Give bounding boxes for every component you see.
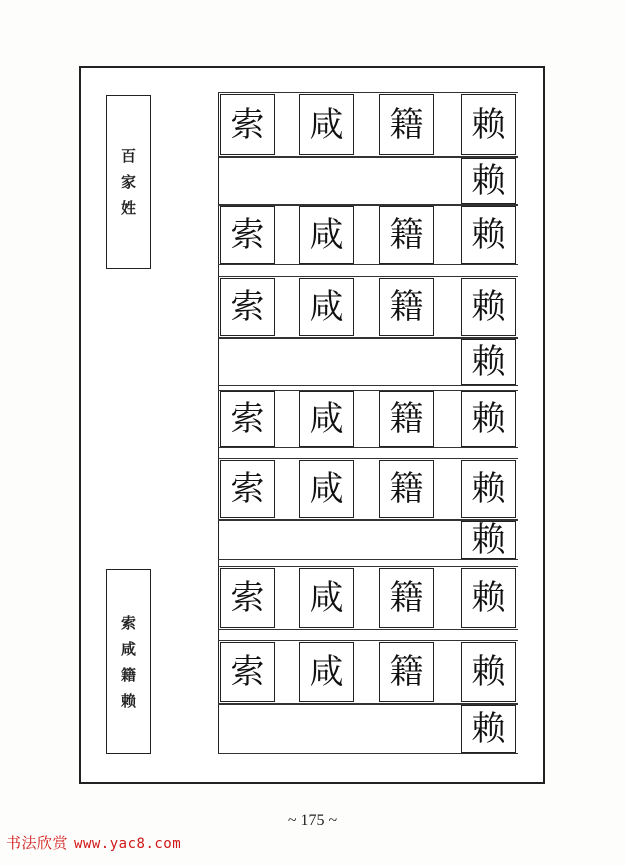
char-cell: 赖 (461, 460, 516, 518)
char-cell: 咸 (299, 206, 354, 264)
char-cell: 籍 (379, 391, 434, 447)
char-cell: 籍 (379, 278, 434, 336)
char-cell: 索 (220, 278, 275, 336)
char-cell: 籍 (379, 568, 434, 628)
char-cell: 籍 (379, 94, 434, 155)
side-label-char: 赖 (120, 691, 136, 710)
char-cell: 咸 (299, 642, 354, 702)
char-cell: 籍 (379, 642, 434, 702)
char-cell: 索 (220, 391, 275, 447)
char-cell: 赖 (461, 568, 516, 628)
watermark-url[interactable]: www.yac8.com (74, 836, 182, 852)
watermark-site-name: 书法欣赏 (6, 834, 69, 852)
char-cell: 索 (220, 460, 275, 518)
char-cell-variant: 赖 (461, 705, 516, 753)
char-cell: 索 (220, 642, 275, 702)
side-label-char: 咸 (120, 639, 136, 658)
char-cell: 赖 (461, 642, 516, 702)
char-cell: 赖 (461, 94, 516, 155)
char-cell-variant: 赖 (461, 339, 516, 385)
char-cell: 咸 (299, 568, 354, 628)
char-cell: 赖 (461, 278, 516, 336)
char-cell: 赖 (461, 206, 516, 264)
char-cell: 咸 (299, 94, 354, 155)
side-label-top (106, 95, 151, 269)
side-label-char: 姓 (120, 199, 136, 217)
char-cell: 籍 (379, 460, 434, 518)
page-number: ~ 175 ~ (287, 812, 338, 829)
char-cell: 索 (220, 94, 275, 155)
side-label-char: 索 (120, 613, 136, 632)
char-cell: 索 (220, 568, 275, 628)
char-cell-variant: 赖 (461, 521, 516, 559)
side-label-char: 家 (120, 173, 136, 191)
side-label-bottom (106, 569, 151, 754)
char-cell: 咸 (299, 391, 354, 447)
side-label-char: 百 (120, 147, 136, 165)
char-cell: 索 (220, 206, 275, 264)
char-cell: 籍 (379, 206, 434, 264)
side-label-char: 籍 (120, 665, 136, 684)
char-cell: 咸 (299, 460, 354, 518)
char-cell: 咸 (299, 278, 354, 336)
watermark (6, 832, 181, 853)
char-cell: 赖 (461, 391, 516, 447)
char-cell-variant: 赖 (461, 158, 516, 204)
